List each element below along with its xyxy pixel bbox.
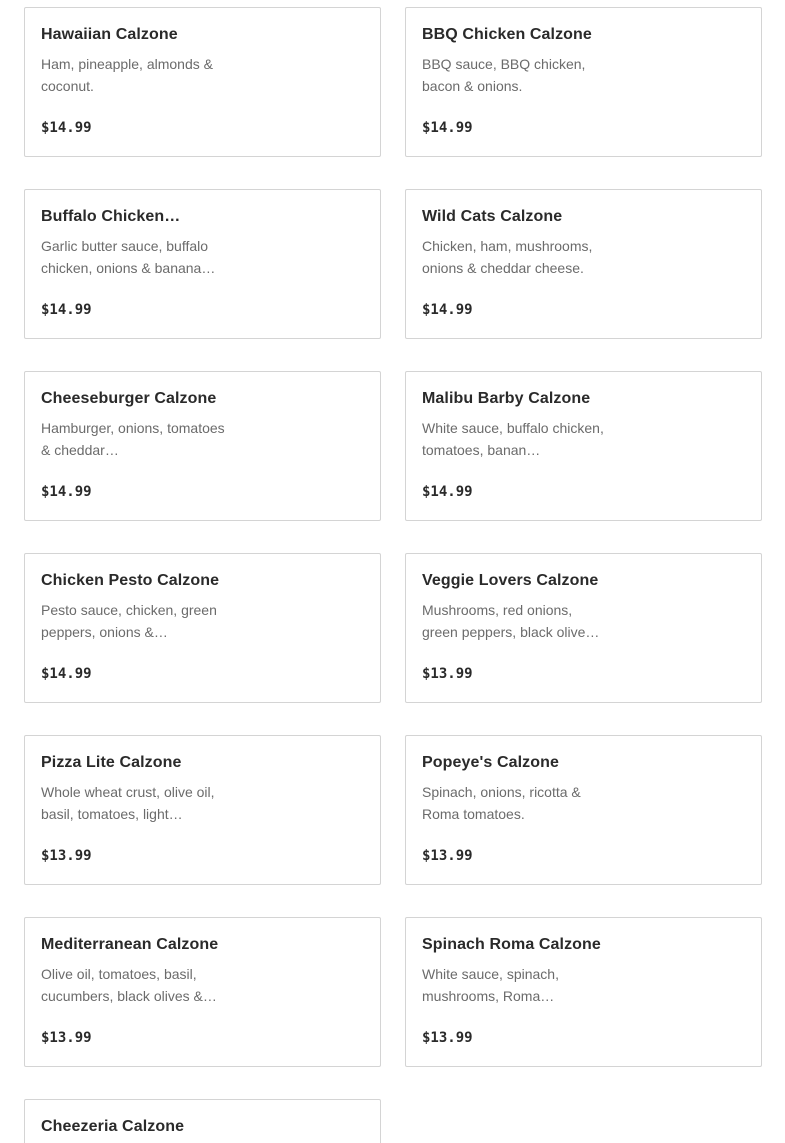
menu-item-price: $14.99 [41, 666, 92, 682]
menu-item-name: Spinach Roma Calzone [422, 936, 601, 953]
menu-item-description: White sauce, buffalo chicken, tomatoes, banan… [422, 420, 604, 458]
menu-item-name: Chicken Pesto Calzone [41, 572, 220, 589]
menu-item-card-mediterranean-calzone[interactable] [24, 917, 381, 1067]
menu-item-price: $13.99 [422, 666, 473, 682]
menu-item-description: Pesto sauce, chicken, green peppers, onions &… [41, 602, 217, 640]
menu-item-name: Buffalo Chicken… [41, 208, 181, 225]
menu-item-description: White sauce, spinach, mushrooms, Roma… [422, 966, 559, 1004]
menu-item-card-chicken-pesto-calzone[interactable] [24, 553, 381, 703]
menu-item-name: Popeye's Calzone [422, 754, 560, 771]
menu-item-price: $14.99 [422, 120, 473, 136]
menu-item-description: Mushrooms, red onions, green peppers, black olive… [422, 602, 600, 640]
menu-item-card-spinach-roma-calzone[interactable] [405, 917, 762, 1067]
menu-item-name: Pizza Lite Calzone [41, 754, 182, 771]
menu-item-description: Hamburger, onions, tomatoes & cheddar… [41, 420, 225, 458]
menu-item-price: $14.99 [41, 120, 92, 136]
menu-item-description: Garlic butter sauce, buffalo chicken, onions & banana… [41, 238, 216, 276]
menu-item-card-wild-cats-calzone[interactable] [405, 189, 762, 339]
menu-item-description: BBQ sauce, BBQ chicken, bacon & onions. [422, 56, 586, 94]
menu-item-price: $14.99 [41, 484, 92, 500]
menu-item-card-bbq-chicken-calzone[interactable] [405, 7, 762, 157]
menu-item-description: Ham, pineapple, almonds & coconut. [41, 56, 213, 94]
menu-item-price: $13.99 [422, 1030, 473, 1046]
menu-item-name: Hawaiian Calzone [41, 26, 178, 43]
menu-item-price: $13.99 [422, 848, 473, 864]
menu-item-price: $14.99 [41, 302, 92, 318]
menu-item-name: Malibu Barby Calzone [422, 390, 591, 407]
menu-item-card-veggie-lovers-calzone[interactable] [405, 553, 762, 703]
menu-item-name: Cheezeria Calzone [41, 1118, 185, 1135]
menu-item-card-cheezeria-calzone[interactable] [24, 1099, 381, 1143]
menu-item-card-cheeseburger-calzone[interactable] [24, 371, 381, 521]
menu-item-card-malibu-barby-calzone[interactable] [405, 371, 762, 521]
menu-item-name: Wild Cats Calzone [422, 208, 563, 225]
menu-item-price: $13.99 [41, 848, 92, 864]
menu-item-name: Mediterranean Calzone [41, 936, 219, 953]
menu-item-price: $13.99 [41, 1030, 92, 1046]
menu-item-card-pizza-lite-calzone[interactable] [24, 735, 381, 885]
menu-item-card-buffalo-chicken[interactable] [24, 189, 381, 339]
menu-item-price: $14.99 [422, 302, 473, 318]
menu-item-price: $14.99 [422, 484, 473, 500]
menu-item-description: Whole wheat crust, olive oil, basil, tomatoes, light… [41, 784, 215, 822]
menu-item-description: Spinach, onions, ricotta & Roma tomatoes. [422, 784, 581, 822]
menu-item-card-popeyes-calzone[interactable] [405, 735, 762, 885]
menu-item-description: Olive oil, tomatoes, basil, cucumbers, black olives &… [41, 966, 217, 1004]
menu-item-name: Cheeseburger Calzone [41, 390, 217, 407]
menu-item-description: Chicken, ham, mushrooms, onions & cheddar cheese. [422, 238, 593, 276]
menu-item-card-hawaiian-calzone[interactable] [24, 7, 381, 157]
menu-item-name: Veggie Lovers Calzone [422, 572, 599, 589]
menu-item-name: BBQ Chicken Calzone [422, 26, 592, 43]
